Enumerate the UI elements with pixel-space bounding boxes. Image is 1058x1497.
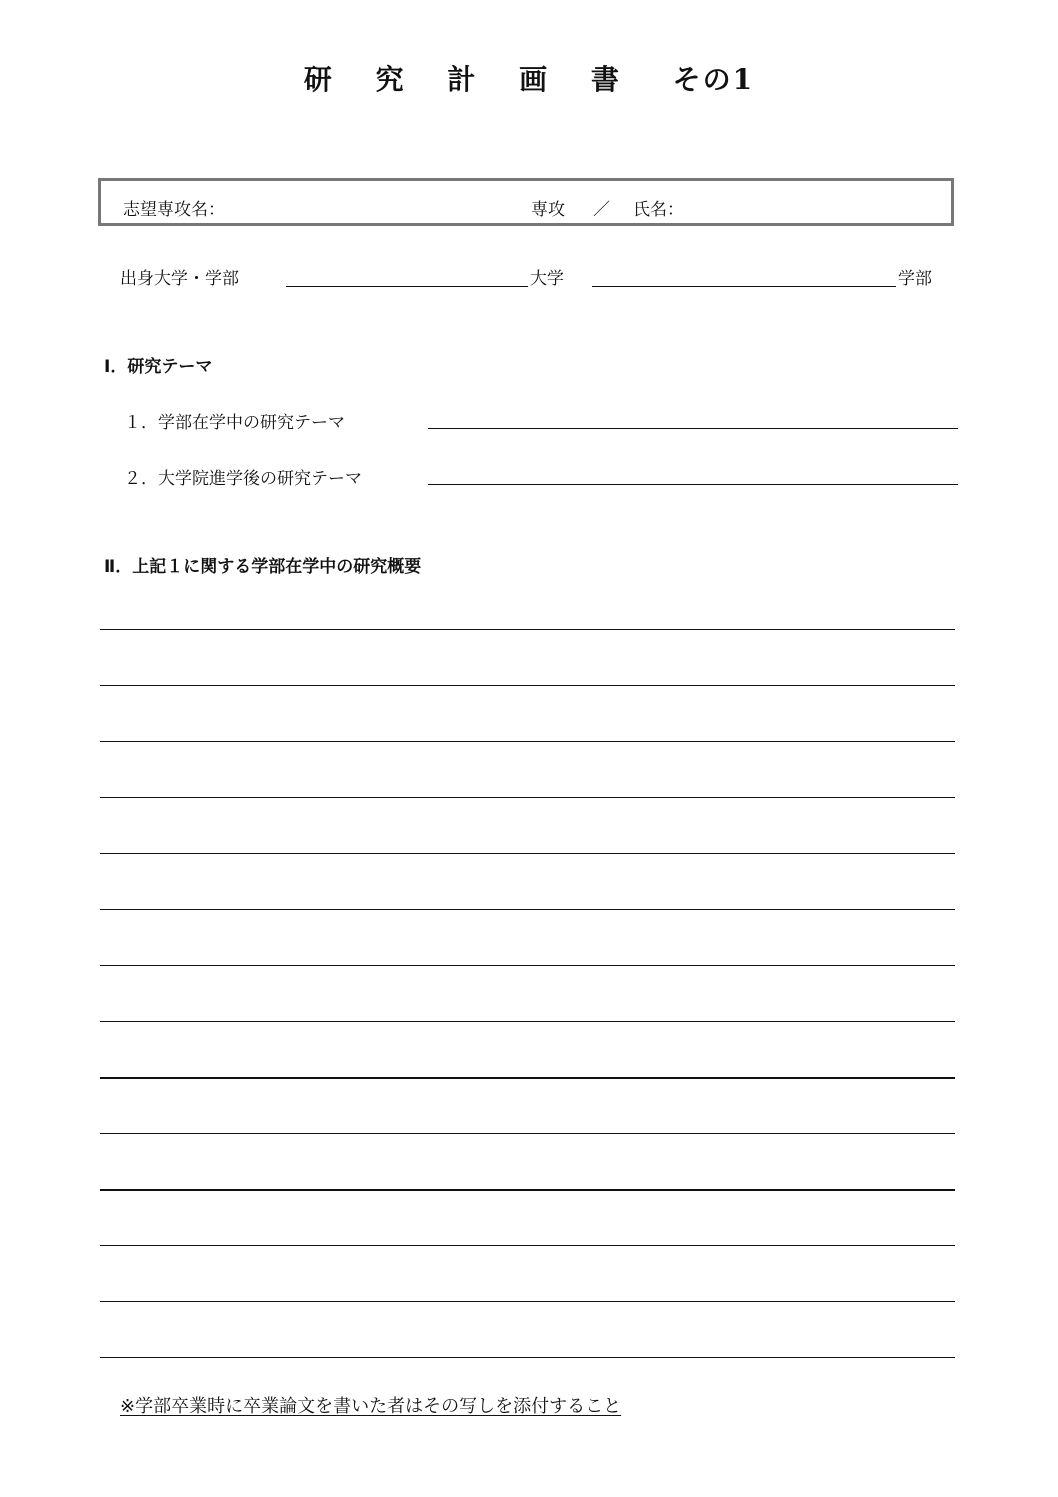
writing-line xyxy=(100,1301,955,1302)
attachment-note: ※学部卒業時に卒業論文を書いた者はその写しを添付すること xyxy=(120,1396,622,1417)
title-char: 画 xyxy=(519,63,550,96)
writing-line xyxy=(100,1189,955,1191)
writing-line xyxy=(100,909,955,910)
faculty-suffix: 学部 xyxy=(898,269,932,289)
section-1-heading: Ⅰ．研究テーマ xyxy=(104,357,213,377)
origin-label: 出身大学・学部 xyxy=(120,269,239,289)
writing-line xyxy=(100,1077,955,1079)
writing-line xyxy=(100,1357,955,1358)
major-label: 志望専攻名： xyxy=(123,200,225,220)
applicant-info-box xyxy=(98,178,954,226)
major-field[interactable] xyxy=(241,189,525,219)
faculty-field[interactable] xyxy=(592,266,896,287)
writing-line xyxy=(100,1021,955,1022)
writing-line xyxy=(100,965,955,966)
page-title xyxy=(0,58,1058,98)
title-char: 研 xyxy=(303,63,334,96)
major-suffix: 専攻 xyxy=(531,200,565,220)
university-field[interactable] xyxy=(286,266,528,287)
undergrad-theme-label: １．学部在学中の研究テーマ xyxy=(124,413,345,433)
writing-line xyxy=(100,629,955,630)
writing-line xyxy=(100,1133,955,1134)
title-char: 究 xyxy=(375,63,406,96)
title-char: 計 xyxy=(447,63,478,96)
writing-line xyxy=(100,685,955,686)
name-label: 氏名： xyxy=(633,200,684,220)
title-suffix: その1 xyxy=(672,63,755,96)
grad-theme-field[interactable] xyxy=(428,466,958,485)
writing-line xyxy=(100,853,955,854)
university-suffix: 大学 xyxy=(530,269,564,289)
writing-line xyxy=(100,741,955,742)
section-2-heading: Ⅱ．上記１に関する学部在学中の研究概要 xyxy=(104,557,422,577)
grad-theme-label: ２．大学院進学後の研究テーマ xyxy=(124,469,362,489)
name-field[interactable] xyxy=(701,189,945,219)
writing-line xyxy=(100,1245,955,1246)
undergrad-theme-field[interactable] xyxy=(428,410,958,429)
title-char: 書 xyxy=(590,63,621,96)
separator-slash: ／ xyxy=(593,200,610,220)
writing-line xyxy=(100,797,955,798)
